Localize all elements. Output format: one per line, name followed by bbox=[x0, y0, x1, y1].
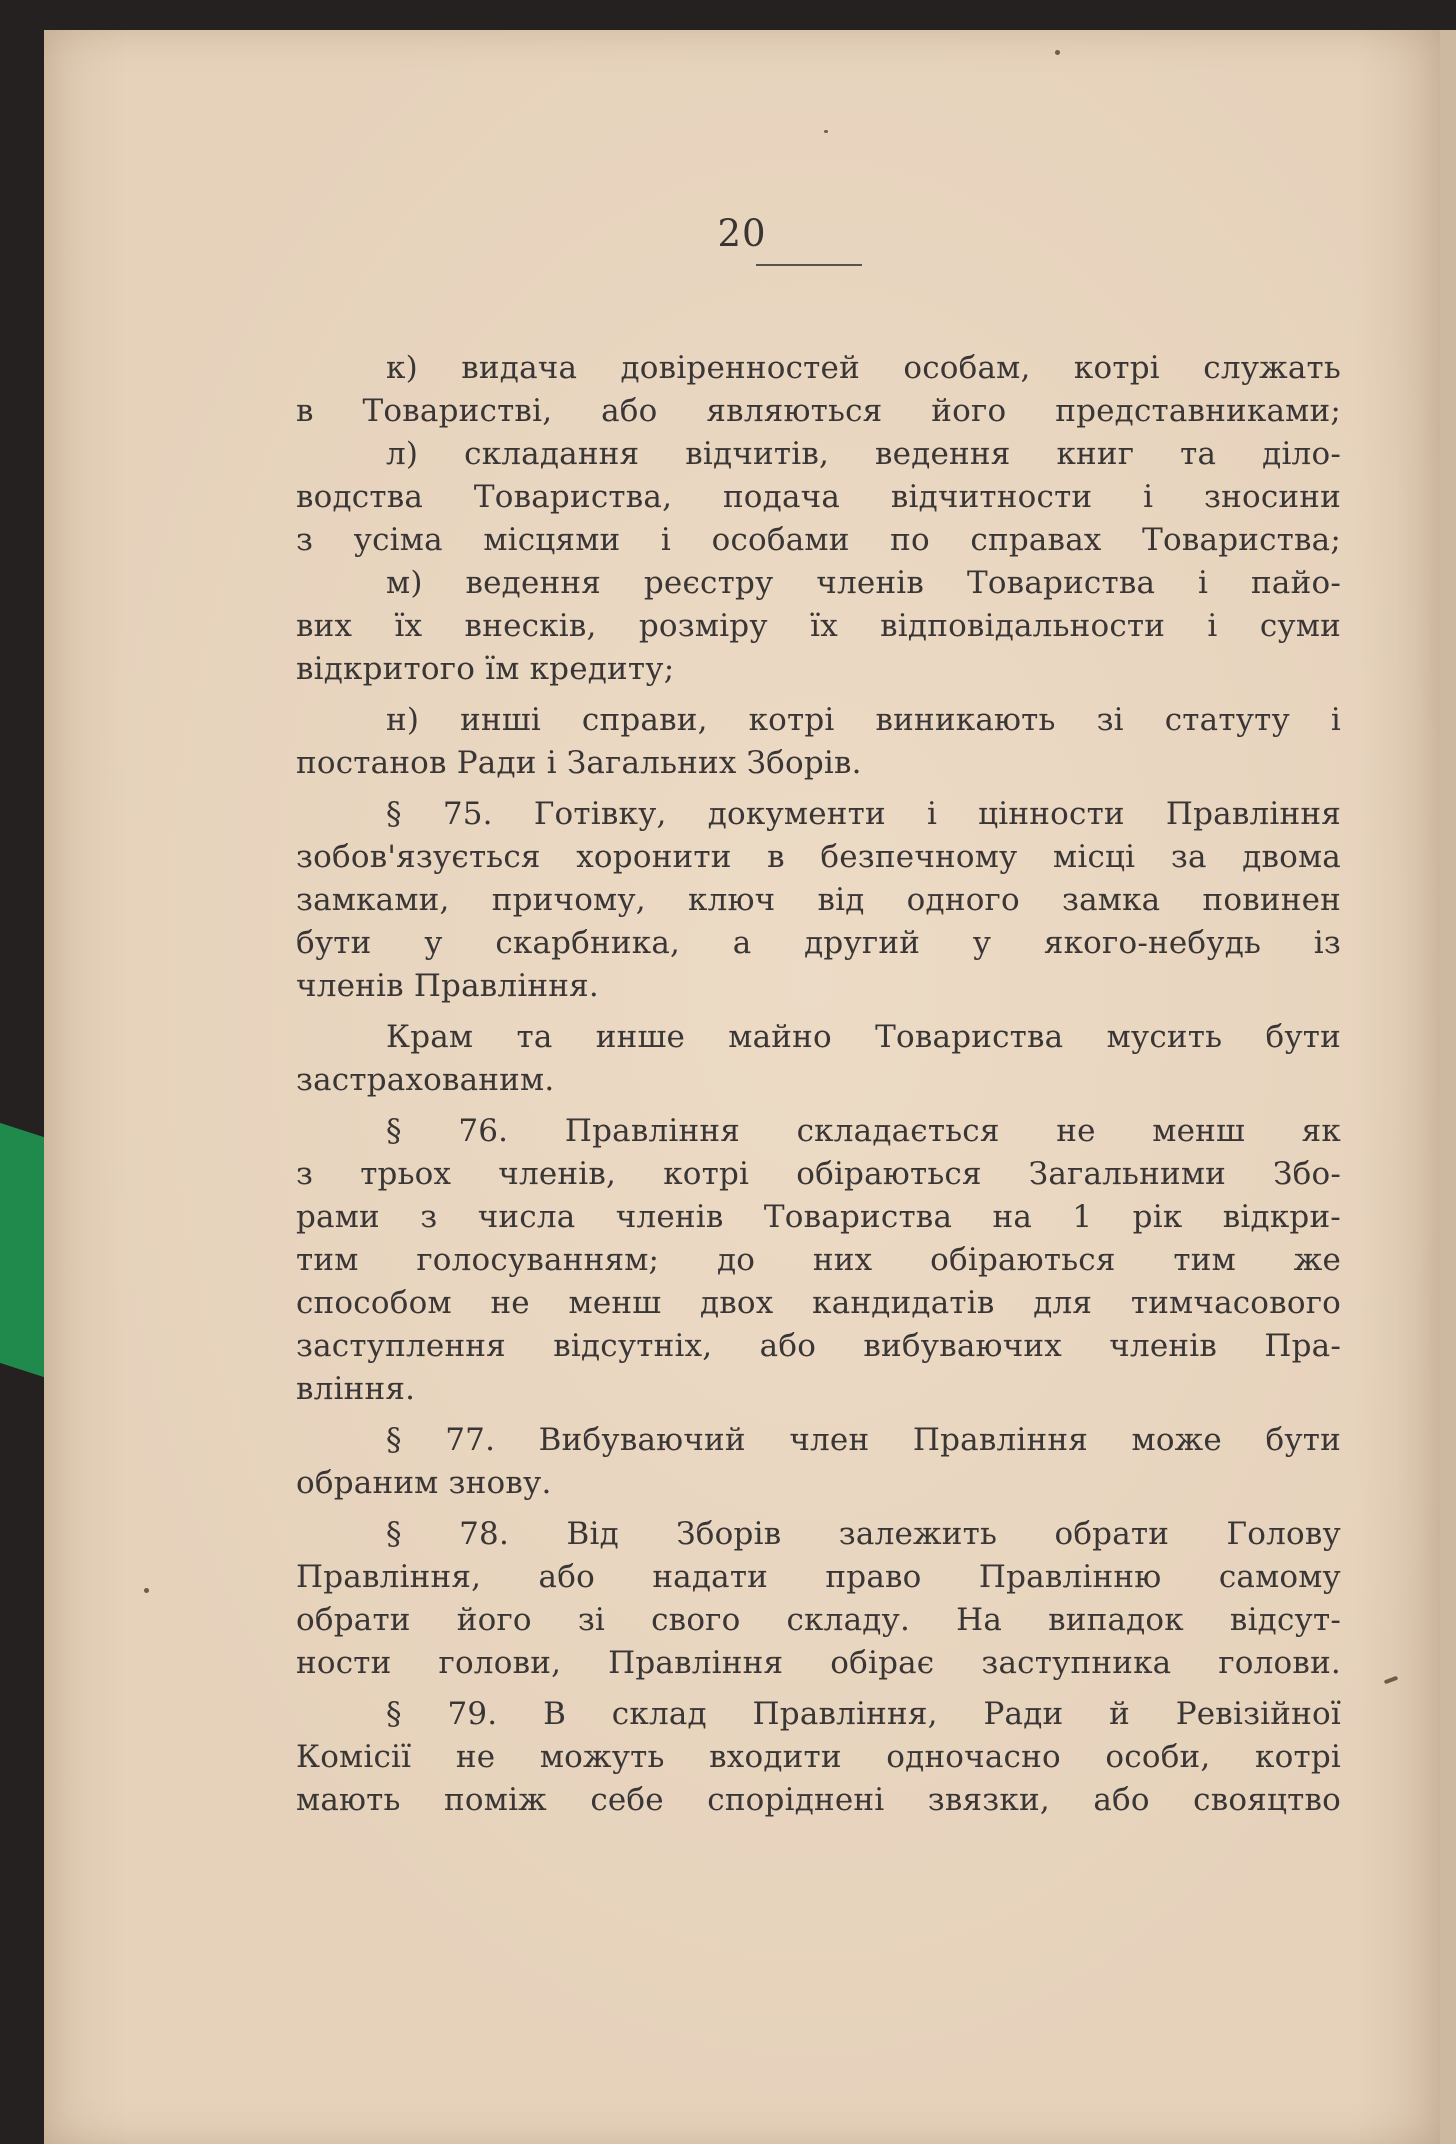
text-line: обрати його зі свого складу. На випадок відсут- bbox=[296, 1602, 1341, 1638]
text-line: членів Правління. bbox=[296, 968, 599, 1004]
text-line: бути у скарбника, а другий у якого-небудь із bbox=[296, 925, 1341, 961]
text-line: тим голосуванням; до них обіраються тим же bbox=[296, 1242, 1341, 1278]
text-line: § 76. Правління складається не менш як bbox=[386, 1113, 1341, 1149]
text-line: § 77. Вибуваючий член Правління може бути bbox=[386, 1422, 1341, 1458]
text-line: мають поміж себе споріднені звязки, або свояцтво bbox=[296, 1782, 1341, 1818]
text-line: замками, причому, ключ від одного замка повинен bbox=[296, 882, 1341, 918]
text-line: постанов Ради і Загальних Зборів. bbox=[296, 745, 862, 781]
text-line: застрахованим. bbox=[296, 1062, 555, 1098]
text-line: н) инші справи, котрі виникають зі статуту і bbox=[386, 702, 1341, 738]
text-line: Крам та инше майно Товариства мусить бути bbox=[386, 1019, 1341, 1055]
text-line: водства Товариства, подача відчитности і зносини bbox=[296, 479, 1341, 515]
text-line: ности голови, Правління обірає заступника голови. bbox=[296, 1645, 1341, 1681]
page-number: 20 bbox=[717, 212, 767, 255]
text-line: Комісії не можуть входити одночасно особи, котрі bbox=[296, 1739, 1341, 1775]
text-line: § 78. Від Зборів залежить обрати Голову bbox=[386, 1516, 1341, 1552]
text-line: заступлення відсутніх, або вибуваючих членів Пра- bbox=[296, 1328, 1341, 1364]
text-line: рами з числа членів Товариства на 1 рік відкри- bbox=[296, 1199, 1341, 1235]
text-line: § 79. В склад Правління, Ради й Ревізійної bbox=[386, 1696, 1341, 1732]
text-line: л) складання відчитів, ведення книг та діло- bbox=[386, 436, 1341, 472]
paper-speck bbox=[824, 130, 828, 133]
body-text bbox=[296, 347, 1341, 1822]
text-line: Правління, або надати право Правлінню самому bbox=[296, 1559, 1341, 1595]
paper-speck bbox=[1055, 50, 1060, 55]
text-line: м) ведення реєстру членів Товариства і пайо- bbox=[386, 565, 1341, 601]
text-line: з трьох членів, котрі обіраються Загальними Збо- bbox=[296, 1156, 1341, 1192]
page-sheet bbox=[44, 30, 1440, 2144]
page-number-rule bbox=[756, 264, 862, 266]
text-line: відкритого їм кредиту; bbox=[296, 651, 675, 687]
paper-speck bbox=[144, 1588, 149, 1593]
text-line: способом не менш двох кандидатів для тимчасового bbox=[296, 1285, 1341, 1321]
text-line: вих їх внесків, розміру їх відповідальности і суми bbox=[296, 608, 1341, 644]
text-line: § 75. Готівку, документи і цінности Правління bbox=[386, 796, 1341, 832]
text-line: в Товаристві, або являються його представниками; bbox=[296, 393, 1341, 429]
text-line: к) видача довіренностей особам, котрі служать bbox=[386, 350, 1341, 386]
text-line: зобов'язується хоронити в безпечному місці за двома bbox=[296, 839, 1341, 875]
paper-speck bbox=[1384, 1676, 1399, 1685]
facing-page-edge bbox=[1440, 30, 1456, 2144]
text-line: з усіма місцями і особами по справах Товариства; bbox=[296, 522, 1341, 558]
text-line: обраним знову. bbox=[296, 1465, 552, 1501]
green-binding-tab bbox=[0, 1123, 44, 1377]
text-line: вління. bbox=[296, 1371, 416, 1407]
